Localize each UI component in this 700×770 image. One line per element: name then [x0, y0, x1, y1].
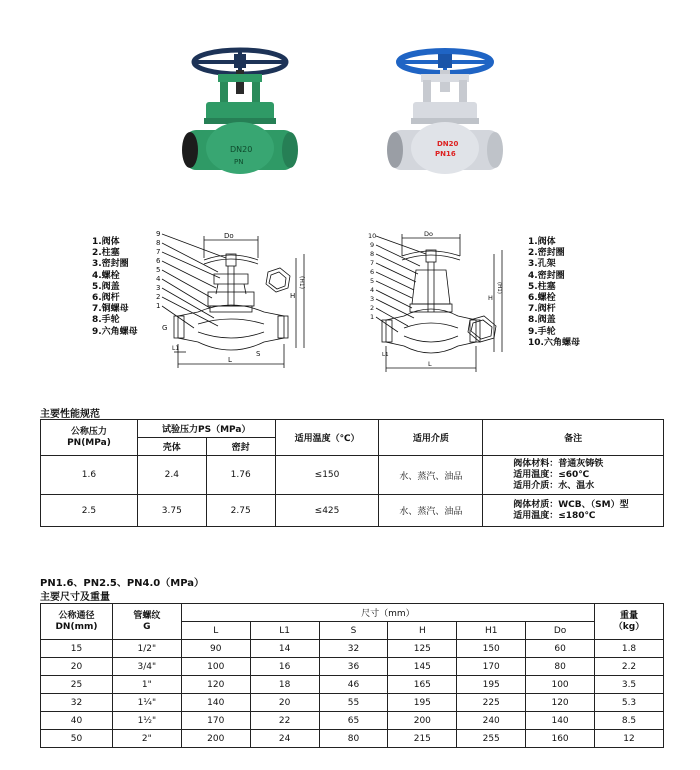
- right-dim-l1: L1: [382, 352, 389, 358]
- perf-seal: 2.75: [206, 495, 275, 527]
- dims-cell: 200: [388, 712, 457, 730]
- right-callout-5: 5: [370, 277, 375, 285]
- dims-header-col: Do: [526, 622, 595, 640]
- dims-cell: 20: [250, 694, 319, 712]
- parts-list-item: 10.六角螺母: [528, 337, 580, 348]
- perf-medium: 水、蒸汽、油品: [379, 495, 483, 527]
- remark-line: 阀体材质：WCB、（SM）型: [513, 499, 629, 510]
- table-row: [41, 456, 664, 495]
- dims-cell: 3/4": [112, 658, 181, 676]
- perf-header-medium: 适用介质: [379, 420, 483, 456]
- parts-list-left: [92, 237, 138, 338]
- remark-line: 阀体材料：普通灰铸铁: [513, 458, 604, 469]
- dims-cell: 55: [319, 694, 388, 712]
- dims-cell: 100: [181, 658, 250, 676]
- perf-medium: 水、蒸汽、油品: [379, 456, 483, 495]
- dims-cell: 140: [181, 694, 250, 712]
- parts-list-item: 1.阀体: [528, 237, 556, 247]
- parts-list-item: 4.螺栓: [92, 270, 120, 281]
- dims-header-col: H: [388, 622, 457, 640]
- dims-cell: 1/2": [112, 640, 181, 658]
- perf-section-title: 主要性能规范: [40, 409, 100, 420]
- perf-header-pressure: 公称压力 PN(MPa): [41, 420, 138, 456]
- dims-cell: 16: [250, 658, 319, 676]
- left-callout-6: 6: [156, 257, 161, 265]
- performance-table: [40, 419, 664, 527]
- table-row: [41, 676, 664, 694]
- dims-cell: 24: [250, 730, 319, 748]
- left-dim-d0: Do: [224, 232, 234, 240]
- perf-seal: 1.76: [206, 456, 275, 495]
- left-callout-4: 4: [156, 275, 161, 283]
- dims-cell: 8.5: [595, 712, 664, 730]
- right-dim-h1: (H1): [496, 282, 502, 294]
- parts-list-item: 3.孔架: [528, 259, 556, 270]
- table-row: [41, 495, 664, 527]
- perf-header-shell: 壳体: [137, 438, 206, 456]
- dims-cell: 215: [388, 730, 457, 748]
- dims-cell: 1.8: [595, 640, 664, 658]
- dims-cell: 5.3: [595, 694, 664, 712]
- perf-pn: 1.6: [41, 456, 138, 495]
- parts-list-item: 2.柱塞: [92, 248, 120, 259]
- dims-header-col: L1: [250, 622, 319, 640]
- right-dim-l: L: [428, 360, 432, 368]
- dims-cell: 195: [388, 694, 457, 712]
- dims-cell: 18: [250, 676, 319, 694]
- dims-cell: 170: [181, 712, 250, 730]
- perf-header-test: 试验压力PS（MPa）: [137, 420, 275, 438]
- left-callout-2: 2: [156, 293, 161, 301]
- perf-shell: 3.75: [137, 495, 206, 527]
- parts-list-item: 2.密封圈: [528, 248, 565, 259]
- remark-line: 适用温度：≤60℃: [513, 469, 590, 480]
- left-callout-3: 3: [156, 284, 161, 292]
- parts-list-item: 1.阀体: [92, 237, 120, 247]
- left-dim-s: S: [256, 350, 261, 358]
- green-valve-label-pn: PN: [234, 158, 244, 166]
- left-valve-drawing: [148, 228, 308, 378]
- left-dim-g: G: [162, 324, 168, 332]
- left-dim-l1: L1: [172, 345, 180, 352]
- perf-header-seal: 密封: [206, 438, 275, 456]
- perf-header-temp: 适用温度（℃）: [275, 420, 379, 456]
- left-callout-7: 7: [156, 248, 161, 256]
- dims-cell: 90: [181, 640, 250, 658]
- dims-cell: 80: [526, 658, 595, 676]
- dims-cell: 22: [250, 712, 319, 730]
- right-callout-8: 8: [370, 250, 375, 258]
- dims-header-g: 管螺纹 G: [112, 604, 181, 640]
- dims-cell: 32: [41, 694, 113, 712]
- right-callout-6: 6: [370, 268, 375, 276]
- right-callout-9: 9: [370, 241, 375, 249]
- dims-cell: 120: [181, 676, 250, 694]
- dims-cell: 1½": [112, 712, 181, 730]
- dims-cell: 1¼": [112, 694, 181, 712]
- parts-list-item: 6.螺栓: [528, 293, 556, 304]
- parts-list-item: 9.手轮: [528, 326, 556, 337]
- parts-list-item: 8.阀盖: [528, 315, 556, 326]
- right-callout-1: 1: [370, 313, 375, 321]
- table-row: [41, 658, 664, 676]
- dims-cell: 3.5: [595, 676, 664, 694]
- right-dim-h: H: [488, 294, 493, 302]
- perf-remark: [483, 495, 664, 527]
- dims-cell: 40: [41, 712, 113, 730]
- dims-header-col: L: [181, 622, 250, 640]
- dims-cell: 32: [319, 640, 388, 658]
- dims-header-dn: 公称通径 DN(mm): [41, 604, 113, 640]
- right-callout-10: 10: [368, 232, 377, 240]
- dims-cell: 150: [457, 640, 526, 658]
- dims-cell: 125: [388, 640, 457, 658]
- left-callout-5: 5: [156, 266, 161, 274]
- dims-section-title: 主要尺寸及重量: [40, 592, 110, 603]
- table-row: [41, 730, 664, 748]
- dims-header-col: S: [319, 622, 388, 640]
- dims-cell: 80: [319, 730, 388, 748]
- parts-list-item: 8.手轮: [92, 315, 120, 326]
- dims-cell: 15: [41, 640, 113, 658]
- dims-cell: 225: [457, 694, 526, 712]
- dims-cell: 255: [457, 730, 526, 748]
- parts-list-item: 6.阀杆: [92, 293, 120, 304]
- parts-list-item: 7.铜螺母: [92, 304, 129, 315]
- table-row: [41, 694, 664, 712]
- dims-header-size: 尺寸（mm）: [181, 604, 594, 622]
- dims-cell: 145: [388, 658, 457, 676]
- left-dim-h1: (H1): [298, 276, 305, 290]
- dims-cell: 140: [526, 712, 595, 730]
- dims-cell: 25: [41, 676, 113, 694]
- dims-cell: 12: [595, 730, 664, 748]
- right-callout-7: 7: [370, 259, 375, 267]
- perf-temp: ≤150: [275, 456, 379, 495]
- dims-header-weight: 重量 （kg）: [595, 604, 664, 640]
- dims-header-col: H1: [457, 622, 526, 640]
- perf-shell: 2.4: [137, 456, 206, 495]
- dims-cell: 165: [388, 676, 457, 694]
- parts-list-item: 9.六角螺母: [92, 326, 138, 337]
- perf-pn: 2.5: [41, 495, 138, 527]
- dimensions-table: [40, 603, 664, 748]
- dims-cell: 36: [319, 658, 388, 676]
- left-callout-9: 9: [156, 230, 161, 238]
- parts-list-item: 7.阀杆: [528, 304, 556, 315]
- dims-cell: 240: [457, 712, 526, 730]
- right-callout-2: 2: [370, 304, 375, 312]
- perf-remark: [483, 456, 664, 495]
- left-callout-1: 1: [156, 302, 161, 310]
- parts-list-right: [528, 237, 580, 349]
- dims-cell: 200: [181, 730, 250, 748]
- dims-cell: 120: [526, 694, 595, 712]
- left-dim-h: H: [290, 292, 296, 300]
- dims-cell: 14: [250, 640, 319, 658]
- right-callout-3: 3: [370, 295, 375, 303]
- parts-list-item: 3.密封圈: [92, 259, 129, 270]
- right-dim-d0: Do: [424, 230, 433, 238]
- grey-valve-photo: [383, 40, 503, 190]
- grey-valve-label-pn: PN16: [435, 150, 456, 158]
- dims-cell: 20: [41, 658, 113, 676]
- dims-cell: 46: [319, 676, 388, 694]
- remark-line: 适用温度：≤180℃: [513, 510, 596, 521]
- green-valve-label-dn: DN20: [230, 145, 253, 154]
- dims-cell: 50: [41, 730, 113, 748]
- dims-cell: 160: [526, 730, 595, 748]
- left-callout-8: 8: [156, 239, 161, 247]
- parts-list-item: 5.阀盖: [92, 281, 120, 292]
- remark-line: 适用介质：水、温水: [513, 480, 595, 491]
- table-row: [41, 712, 664, 730]
- perf-temp: ≤425: [275, 495, 379, 527]
- left-dim-l: L: [228, 356, 232, 364]
- dims-cell: 100: [526, 676, 595, 694]
- perf-header-remark: 备注: [483, 420, 664, 456]
- dims-cell: 60: [526, 640, 595, 658]
- dims-cell: 2.2: [595, 658, 664, 676]
- dims-cell: 65: [319, 712, 388, 730]
- parts-list-item: 4.密封圈: [528, 270, 565, 281]
- right-valve-drawing: [362, 228, 512, 378]
- table-row: [41, 640, 664, 658]
- parts-list-item: 5.柱塞: [528, 281, 556, 292]
- dims-section-title-pressure: PN1.6、PN2.5、PN4.0（MPa）: [40, 578, 204, 589]
- right-callout-4: 4: [370, 286, 375, 294]
- grey-valve-label-dn: DN20: [437, 140, 459, 148]
- dims-cell: 1": [112, 676, 181, 694]
- dims-cell: 195: [457, 676, 526, 694]
- dims-cell: 2": [112, 730, 181, 748]
- dims-cell: 170: [457, 658, 526, 676]
- green-valve-photo: [180, 40, 300, 190]
